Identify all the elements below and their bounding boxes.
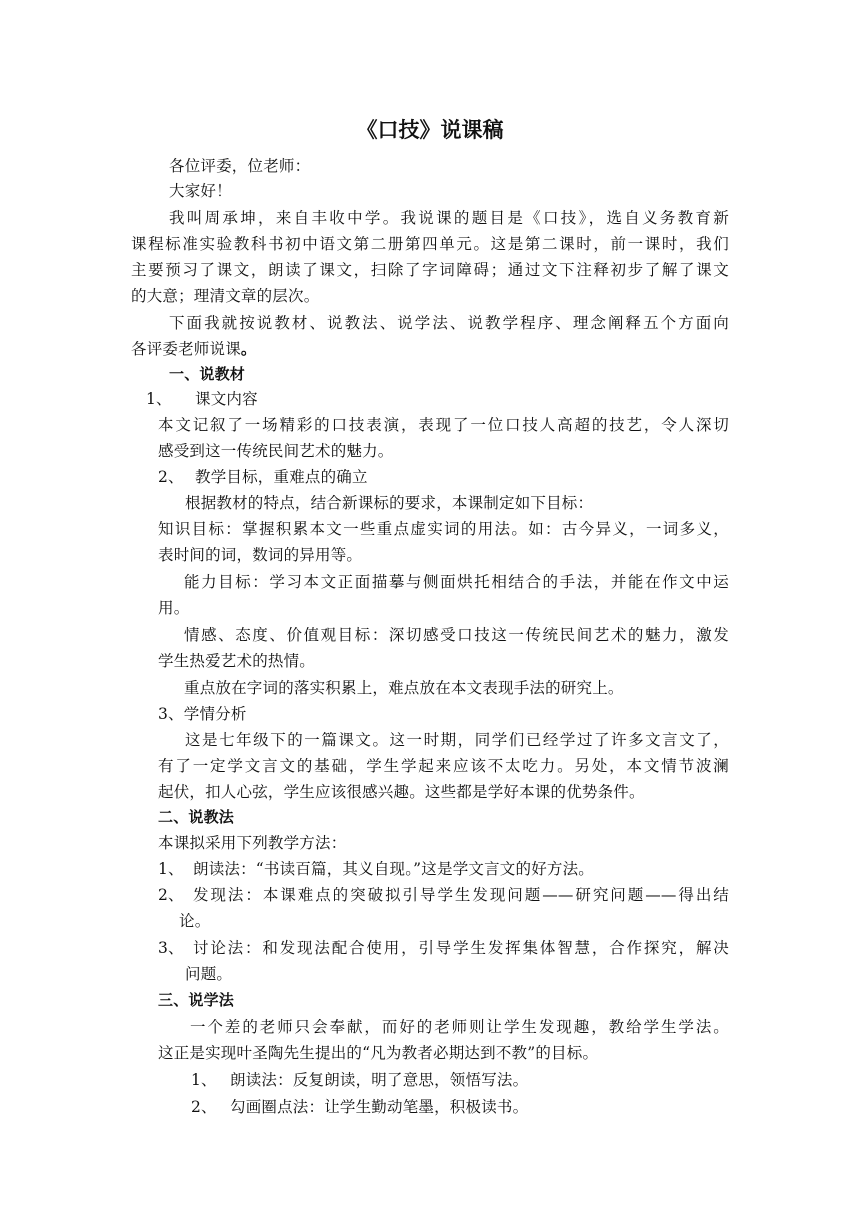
section-1-item-3: 3、学情分析 — [158, 705, 247, 723]
hello: 大家好！ — [169, 182, 232, 200]
section-1-heading: 一、说教材 — [169, 365, 246, 383]
section-3-heading: 三、说学法 — [158, 991, 235, 1009]
content-line-1: 本文记叙了一场精彩的口技表演，表现了一位口技人高超的技艺，令人深切 — [158, 416, 729, 434]
overview-line-2-text: 各评委老师说课 — [131, 340, 241, 358]
learning-paragraph-line-1: 一个差的老师只会奉献，而好的老师则让学生发现趣，教给学生学法。 — [190, 1018, 729, 1036]
emotion-goal-line-2: 学生热爱艺术的热情。 — [158, 652, 316, 670]
analysis-line-3: 起伏，扣人心弦，学生应该很感兴趣。这些都是学好本课的优势条件。 — [158, 783, 645, 801]
learning-method-1-number: 1、 — [191, 1071, 217, 1089]
analysis-line-1: 这是七年级下的一篇课文。这一时期，同学们已经学过了许多文言文了， — [185, 731, 729, 749]
section-2-intro: 本课拟采用下列教学方法： — [158, 834, 347, 852]
teaching-method-2-line-1: 发现法：本课难点的突破拟引导学生发现问题——研究问题——得出结 — [193, 886, 729, 904]
teaching-method-2-line-2: 论。 — [179, 912, 211, 930]
intro-line-3: 主要预习了课文，朗读了课文，扫除了字词障碍；通过文下注释初步了解了课文 — [131, 261, 729, 279]
learning-paragraph-line-2: 这正是实现叶圣陶先生提出的“凡为教者必期达到不教”的目标。 — [158, 1044, 599, 1062]
section-2-heading: 二、说教法 — [158, 808, 235, 826]
teaching-method-3-line-2: 问题。 — [185, 965, 233, 983]
knowledge-goal-line-2: 表时间的词，数词的异用等。 — [158, 546, 363, 564]
content-line-2: 感受到这一传统民间艺术的魅力。 — [158, 442, 394, 460]
keypoint: 重点放在字词的落实积累上，难点放在本文表现手法的研究上。 — [184, 679, 624, 697]
teaching-method-3-line-1: 讨论法：和发现法配合使用，引导学生发挥集体智慧，合作探究，解决 — [193, 939, 729, 957]
document-title: 《口技》说课稿 — [356, 118, 504, 142]
overview-line-2 — [131, 338, 257, 360]
ability-goal-line-1: 能力目标：学习本文正面描摹与侧面烘托相结合的手法，并能在作文中运 — [184, 573, 729, 591]
overview-line-1: 下面我就按说教材、说教法、说学法、说教学程序、理念阐释五个方面向 — [169, 314, 729, 332]
greeting: 各位评委，位老师： — [169, 157, 311, 175]
analysis-line-2: 有了一定学文言文的基础，学生学起来应该不太吃力。另处，本文情节波澜 — [158, 757, 729, 775]
goal-intro: 根据教材的特点，结合新课标的要求，本课制定如下目标： — [185, 494, 594, 512]
teaching-method-3-number: 3、 — [158, 939, 184, 957]
learning-method-2-number: 2、 — [191, 1098, 217, 1116]
ability-goal-line-2: 用。 — [158, 599, 190, 617]
section-1-item-1-number: 1、 — [146, 390, 172, 408]
teaching-method-1: 朗读法：“书读百篇，其义自现。”这是学文言文的好方法。 — [193, 860, 594, 878]
section-1-item-1-title: 课文内容 — [195, 390, 258, 408]
intro-line-4: 的大意；理清文章的层次。 — [131, 287, 320, 305]
intro-line-1: 我叫周承坤，来自丰收中学。我说课的题目是《口技》，选自义务教育新 — [169, 209, 729, 227]
intro-line-2: 课程标准实验教科书初中语文第二册第四单元。这是第二课时，前一课时，我们 — [131, 235, 729, 253]
teaching-method-2-number: 2、 — [158, 886, 184, 904]
section-1-item-2-title: 教学目标，重难点的确立 — [195, 468, 368, 486]
emotion-goal-line-1: 情感、态度、价值观目标：深切感受口技这一传统民间艺术的魅力，激发 — [184, 626, 729, 644]
section-1-item-2-number: 2、 — [158, 468, 184, 486]
learning-method-1: 朗读法：反复朗读，明了意思，领悟写法。 — [230, 1071, 529, 1089]
overview-line-2-end: 。 — [240, 339, 257, 358]
knowledge-goal-line-1: 知识目标：掌握积累本文一些重点虚实词的用法。如：古今异义，一词多义， — [158, 520, 729, 538]
learning-method-2: 勾画圈点法：让学生勤动笔墨，积极读书。 — [230, 1098, 529, 1116]
teaching-method-1-number: 1、 — [158, 860, 184, 878]
